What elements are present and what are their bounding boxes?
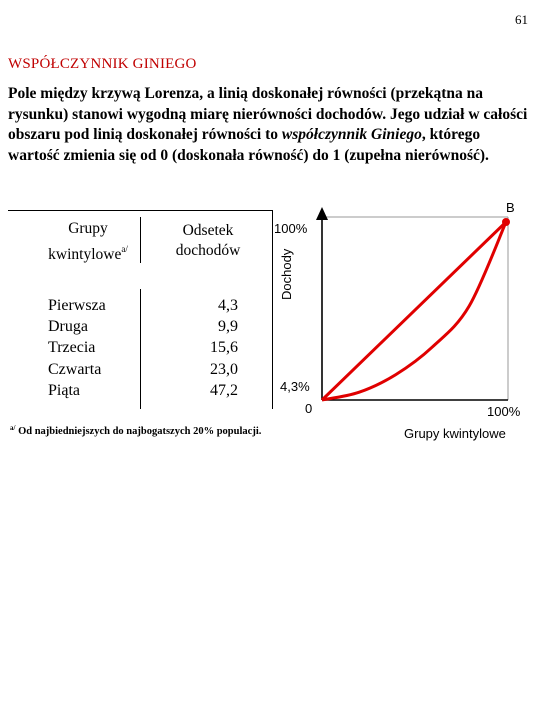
section-title: WSPÓŁCZYNNIK GINIEGO <box>8 56 197 72</box>
x-right-label: 100% <box>487 404 521 419</box>
header-groups-line2: kwintylowe <box>48 246 122 263</box>
y-axis-arrow-icon <box>316 207 328 220</box>
header-groups-line1: Grupy <box>68 220 108 237</box>
share-cell: 47,2 <box>210 381 238 399</box>
header-income-line2: dochodów <box>175 242 241 259</box>
group-cell: Pierwsza <box>48 297 106 314</box>
share-cell: 23,0 <box>210 360 238 378</box>
footnote-marker: a/ <box>10 424 16 432</box>
group-cell: Trzecia <box>48 339 96 357</box>
y-top-label: 100% <box>274 221 308 236</box>
share-cell: 4,3 <box>218 297 238 314</box>
paragraph-text-2: , którego wartość zmienia się od 0 (doskonała równość) do 1 (zupełna nierówność). <box>8 126 489 164</box>
group-cell: Piąta <box>48 381 80 399</box>
point-b-marker <box>502 218 510 226</box>
y-axis-title: Dochody <box>279 248 294 300</box>
header-income-line1: Odsetek <box>182 222 234 239</box>
group-cell: Czwarta <box>48 360 102 378</box>
equality-line <box>322 222 506 400</box>
share-cell: 15,6 <box>210 339 238 357</box>
origin-label: 0 <box>305 401 313 416</box>
annotation-label: 4,3% <box>280 379 310 394</box>
paragraph-emphasis: współczynnik Giniego <box>281 126 422 143</box>
page-number: 61 <box>515 12 528 27</box>
share-cell: 9,9 <box>218 318 238 336</box>
x-axis-title: Grupy kwintylowe <box>404 426 506 441</box>
header-footnote-marker: a/ <box>121 244 128 254</box>
paragraph-text-1: Pole między krzywą Lorenza, a linią doskonałej równości (przekątna na rysunku) stanowi wygodną miarę nierówności dochodów. Jego udział w całości obszaru pod linią doskonałej równości to <box>8 85 528 143</box>
point-b-label: B <box>506 200 515 215</box>
group-cell: Druga <box>48 318 88 336</box>
footnote-text: Od najbiedniejszych do najbogatszych 20% populacji. <box>15 426 262 437</box>
